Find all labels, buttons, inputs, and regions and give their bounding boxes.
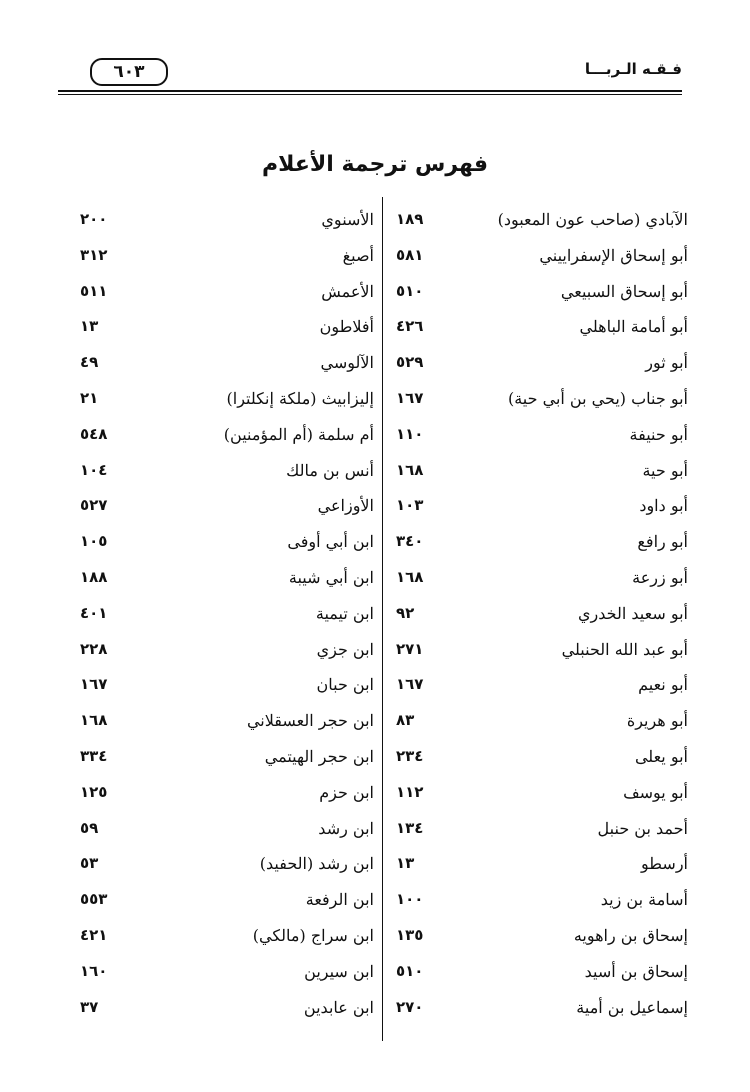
- entry-name: أم سلمة (أم المؤمنين): [223, 424, 374, 444]
- entry-page-number: ١٦٧: [396, 675, 424, 694]
- entry-name: أبو عبد الله الحنبلي: [561, 639, 688, 659]
- index-column-left: [80, 210, 380, 1033]
- index-entry: [80, 604, 380, 640]
- index-entry: [80, 819, 380, 855]
- index-entry: [80, 962, 380, 998]
- entry-page-number: ١٠٥: [80, 532, 108, 551]
- entry-page-number: ٥٢٧: [80, 496, 108, 515]
- entry-name: أبو يوسف: [623, 782, 688, 802]
- entry-name: أبو إسحاق الإسفراييني: [539, 245, 688, 265]
- entry-page-number: ٩٢: [396, 603, 415, 622]
- entry-page-number: ٥٨١: [396, 245, 424, 264]
- entry-name: أحمد بن حنبل: [597, 818, 688, 838]
- index-entry: [80, 317, 380, 353]
- entry-page-number: ١٢٥: [80, 782, 108, 801]
- entry-separator: [382, 677, 383, 699]
- entry-name: ابن سراج (مالكي): [252, 925, 374, 945]
- entry-page-number: ١٦٠: [80, 961, 108, 980]
- entry-name: أبو زرعة: [632, 567, 688, 587]
- entry-page-number: ٢٢٨: [80, 639, 108, 658]
- entry-name: أسامة بن زيد: [600, 890, 688, 910]
- index-entry: [396, 640, 688, 676]
- entry-name: أصبغ: [342, 245, 374, 265]
- entry-page-number: ٥١٠: [396, 961, 424, 980]
- entry-name: أبو ثور: [645, 353, 688, 373]
- entry-name: ابن عابدين: [303, 997, 374, 1017]
- index-entry: [80, 854, 380, 890]
- entry-name: أرسطو: [641, 854, 688, 874]
- entry-page-number: ٣٤٠: [396, 532, 424, 551]
- entry-name: ابن أبي أوفى: [287, 532, 374, 552]
- index-column-right: [396, 210, 688, 1033]
- index-entry: [396, 317, 688, 353]
- index-entry: [396, 783, 688, 819]
- entry-name: ابن سيرين: [304, 961, 374, 981]
- entry-name: ابن حجر العسقلاني: [246, 711, 374, 731]
- entry-name: الأعمش: [321, 281, 374, 301]
- index-entry: [80, 210, 380, 246]
- entry-separator: [382, 248, 383, 270]
- entry-separator: [382, 427, 383, 449]
- entry-page-number: ٤٩: [80, 353, 99, 372]
- index-entry: [80, 461, 380, 497]
- index-entry: [396, 711, 688, 747]
- index-entry: [396, 353, 688, 389]
- entry-separator: [382, 498, 383, 520]
- entry-page-number: ٥٢٩: [396, 353, 424, 372]
- entry-page-number: ٥٣: [80, 854, 99, 873]
- entry-page-number: ٤٢٦: [396, 317, 424, 336]
- entry-name: ابن حزم: [319, 782, 374, 802]
- entry-page-number: ١٣: [80, 317, 99, 336]
- index-entry: [396, 496, 688, 532]
- entry-name: أبو يعلى: [634, 746, 688, 766]
- entry-name: ابن جزي: [316, 639, 374, 659]
- entry-name: أنس بن مالك: [286, 460, 374, 480]
- entry-page-number: ٢٧٠: [396, 997, 424, 1016]
- entry-name: إسحاق بن راهويه: [573, 925, 688, 945]
- entry-separator: [382, 355, 383, 377]
- index-entry: [80, 747, 380, 783]
- entry-page-number: ١٦٨: [80, 711, 108, 730]
- entry-separator: [382, 821, 383, 843]
- entry-name: ابن حبان: [316, 675, 374, 695]
- entry-name: ابن الرفعة: [305, 890, 374, 910]
- entry-name: أبو سعيد الخدري: [578, 603, 688, 623]
- entry-name: أبو داود: [639, 496, 688, 516]
- entry-page-number: ٨٣: [396, 711, 415, 730]
- index-entry: [396, 461, 688, 497]
- entry-page-number: ١٨٩: [396, 210, 424, 228]
- entry-name: إسحاق بن أسيد: [584, 961, 688, 981]
- entry-page-number: ٢١: [80, 388, 99, 407]
- entry-name: أبو حية: [642, 460, 688, 480]
- entry-page-number: ١٦٨: [396, 567, 424, 586]
- header-rule: [58, 90, 682, 92]
- entry-page-number: ٥١١: [80, 281, 108, 300]
- index-entry: [396, 246, 688, 282]
- index-entry: [396, 747, 688, 783]
- entry-separator: [382, 212, 383, 234]
- entry-page-number: ٥٩: [80, 818, 99, 837]
- entry-separator: [382, 463, 383, 485]
- entry-name: ابن تيمية: [315, 603, 374, 623]
- entry-name: أبو هريرة: [626, 711, 688, 731]
- entry-page-number: ٢٠٠: [80, 210, 108, 228]
- index-entry: [80, 246, 380, 282]
- index-entry: [80, 389, 380, 425]
- entry-name: أبو حنيفة: [629, 424, 688, 444]
- index-title: فهرس ترجمة الأعلام: [262, 152, 488, 177]
- index-entry: [396, 282, 688, 318]
- entry-name: إليزابيث (ملكة إنكلترا): [226, 388, 374, 408]
- index-entry: [80, 353, 380, 389]
- entry-page-number: ٣٧: [80, 997, 99, 1016]
- entry-name: أبو أمامة الباهلي: [579, 317, 688, 337]
- entry-name: أبو نعيم: [638, 675, 688, 695]
- entry-separator: [382, 964, 383, 986]
- index-entry: [80, 675, 380, 711]
- index-entry: [80, 640, 380, 676]
- entry-name: أبو إسحاق السبيعي: [560, 281, 688, 301]
- entry-page-number: ٤٠١: [80, 603, 108, 622]
- entry-separator: [382, 284, 383, 306]
- entry-separator: [382, 785, 383, 807]
- index-entry: [80, 998, 380, 1034]
- entry-page-number: ٣١٢: [80, 245, 108, 264]
- entry-separator: [382, 713, 383, 735]
- running-title: فـقـه الـربـــا: [584, 60, 682, 78]
- index-entry: [396, 926, 688, 962]
- entry-page-number: ٣٣٤: [80, 746, 108, 765]
- entry-page-number: ١٠٣: [396, 496, 424, 515]
- index-entry: [80, 425, 380, 461]
- index-entries: [0, 210, 750, 1040]
- entry-page-number: ١٨٨: [80, 567, 108, 586]
- entry-separator: [382, 534, 383, 556]
- index-entry: [396, 998, 688, 1034]
- index-entry: [396, 890, 688, 926]
- entry-page-number: ١٦٧: [80, 675, 108, 694]
- index-entry: [80, 568, 380, 604]
- index-entry: [396, 819, 688, 855]
- entry-name: ابن رشد: [318, 818, 374, 838]
- index-entry: [396, 389, 688, 425]
- entry-name: الآبادي (صاحب عون المعبود): [497, 210, 688, 229]
- index-entry: [80, 532, 380, 568]
- entry-name: الأوزاعي: [317, 496, 374, 516]
- entry-page-number: ١١٠: [396, 424, 424, 443]
- entry-page-number: ١٣: [396, 854, 415, 873]
- entry-separator: [382, 391, 383, 413]
- entry-name: أبو جناب (يحي بن أبي حية): [507, 388, 688, 408]
- entry-separator: [382, 606, 383, 628]
- entry-page-number: ١٦٨: [396, 460, 424, 479]
- index-entry: [80, 711, 380, 747]
- entry-page-number: ١٣٥: [396, 925, 424, 944]
- index-entry: [396, 604, 688, 640]
- entry-separator: [382, 892, 383, 914]
- entry-name: أفلاطون: [319, 317, 374, 337]
- index-entry: [80, 496, 380, 532]
- entry-name: ابن حجر الهيتمي: [264, 746, 374, 766]
- index-entry: [396, 962, 688, 998]
- index-entry: [396, 425, 688, 461]
- entry-separator: [382, 856, 383, 878]
- entry-page-number: ٢٧١: [396, 639, 424, 658]
- entry-page-number: ٤٢١: [80, 925, 108, 944]
- entry-page-number: ١٠٠: [396, 890, 424, 909]
- entry-page-number: ٢٣٤: [396, 746, 424, 765]
- index-entry: [396, 854, 688, 890]
- index-entry: [396, 675, 688, 711]
- index-entry: [80, 282, 380, 318]
- page-number-badge: ٦٠٣: [90, 58, 168, 86]
- page-header: [58, 52, 682, 96]
- entry-page-number: ١٦٧: [396, 388, 424, 407]
- entry-page-number: ١٠٤: [80, 460, 108, 479]
- entry-name: الأسنوي: [321, 210, 374, 229]
- header-rule-thin: [58, 94, 682, 95]
- entry-page-number: ٥٥٣: [80, 890, 108, 909]
- entry-name: إسماعيل بن أمية: [576, 997, 688, 1017]
- index-entry: [396, 568, 688, 604]
- entry-separator: [382, 749, 383, 771]
- index-entry: [396, 532, 688, 568]
- index-entry: [80, 926, 380, 962]
- index-entry: [396, 210, 688, 246]
- entry-separator: [382, 570, 383, 592]
- index-entry: [80, 783, 380, 819]
- entry-name: ابن أبي شيبة: [288, 567, 374, 587]
- entry-name: ابن رشد (الحفيد): [259, 854, 374, 874]
- entry-page-number: ١١٢: [396, 782, 424, 801]
- entry-page-number: ٥١٠: [396, 281, 424, 300]
- entry-separator: [382, 642, 383, 664]
- entry-separator: [382, 928, 383, 950]
- entry-separator: [382, 319, 383, 341]
- entry-name: الآلوسي: [320, 353, 374, 373]
- entry-page-number: ١٣٤: [396, 818, 424, 837]
- entry-page-number: ٥٤٨: [80, 424, 108, 443]
- entry-name: أبو رافع: [637, 532, 688, 552]
- entry-separator: [382, 1000, 383, 1022]
- index-entry: [80, 890, 380, 926]
